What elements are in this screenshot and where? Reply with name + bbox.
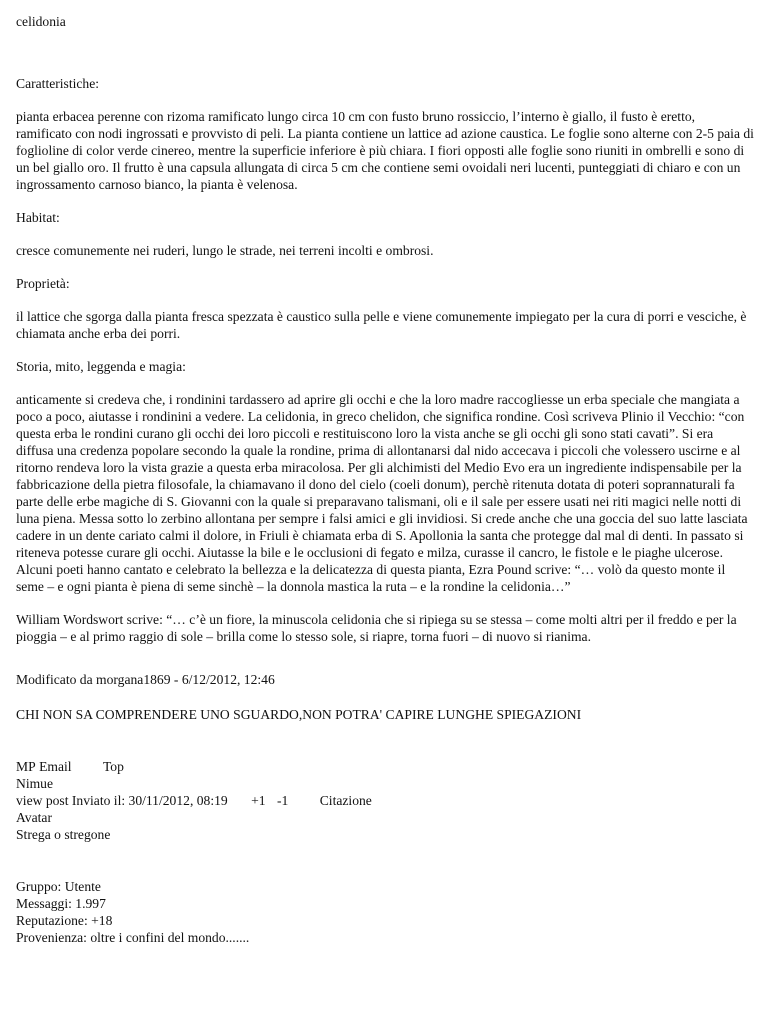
user-rank: Strega o stregone: [16, 827, 111, 842]
section-heading-proprieta: Proprietà:: [16, 276, 70, 291]
user-messages: Messaggi: 1.997: [16, 896, 106, 911]
section-body-proprieta: il lattice che sgorga dalla pianta fresca spezzata è caustico sulla pelle e viene comunemente impiegato per la cura di porri e vesciche, è chiamata anche erba dei porri.: [16, 309, 747, 341]
user-group: Gruppo: Utente: [16, 879, 101, 894]
signature: CHI NON SA COMPRENDERE UNO SGUARDO,NON POTRA' CAPIRE LUNGHE SPIEGAZIONI: [16, 707, 582, 722]
minus-one-button[interactable]: -1: [277, 793, 289, 808]
top-link[interactable]: Top: [102, 759, 124, 774]
page-title: celidonia: [16, 14, 66, 29]
modified-note: Modificato da morgana1869 - 6/12/2012, 12:46: [16, 672, 275, 687]
post-page: [16, 13, 754, 946]
post-actions: [16, 758, 754, 775]
mp-link[interactable]: MP: [16, 759, 36, 774]
section-body-storia: anticamente si credeva che, i rondinini tardassero ad aprire gli occhi e che la loro madre raccogliesse un erba speciale che mangiata a poco a poco, aiutasse i rondinini a vedere. La celidonia, in greco chelidon, che significa rondine. Così scriveva Plinio il Vecchio: “con questa erba le rondini curano gli occhi dei loro piccoli e restituiscono loro la vista anche se gli occhi gli sono stati cavati”. Si era diffusa una credenza popolare secondo la quale la rondine, prima di allontanarsi dal nido accecava i piccoli che volessero uscirne e al ritorno rendeva loro la vista grazie a questa erba miracolosa. Per gli alchimisti del Medio Evo era un ingrediente indispensabile per la fabbricazione della pietra filosofale, la chiamavano il dono del cielo (coeli donum), perchè ritenuta dotata di poteri soprannaturali fa parte delle erbe magiche di S. Giovanni con la quale si preparavano talismani, oli e il sale per essere usati nei riti magici nelle notti di luna piena. Messa sotto lo zerbino allontana per sempre i falsi amici e gli invidiosi. Si crede anche che una goccia del suo latte lasciata cadere in un dente cariato calmi il dolore, in Friuli è chiamata erba di S. Apollonia la santa che protegge dal mal di denti. In passato si riteneva potesse curare gli occhi. Aiutasse la bile e le occlusioni di fegato e milza, curasse il cancro, le fistole e le piaghe ulcerose. Alcuni poeti hanno cantato e celebrato la bellezza e la delicatezza di questa pianta, Ezra Pound scrive: “… volò da questo monte il seme – e ogni pianta è piena di seme sinchè – la donnola mastica la ruta – e la rondine la celidonia…”: [16, 392, 748, 594]
user-reputation: Reputazione: +18: [16, 913, 113, 928]
plus-one-button[interactable]: +1: [251, 793, 266, 808]
section-heading-storia: Storia, mito, leggenda e magia:: [16, 359, 186, 374]
email-link[interactable]: Email: [39, 759, 72, 774]
section-heading-habitat: Habitat:: [16, 210, 60, 225]
section-body-caratteristiche: pianta erbacea perenne con rizoma ramificato lungo circa 10 cm con fusto bruno rossiccio, l’interno è giallo, il fusto è eretto, ramificato con nodi ingrossati e provvisto di peli. La pianta contiene un lattice ad azione caustica. Le foglie sono alterne con 2-5 paia di foglioline di color verde cinereo, mentre la superficie inferiore è più chiara. I fiori opposti alle foglie sono riuniti in ombrelli e sono di un bel giallo oro. Il frutto è una capsula allungata di circa 5 cm che contiene semi ovoidali neri lucenti, punteggiati di chiaro e con un ingrossamento carnoso bianco, la pianta è velenosa.: [16, 109, 754, 192]
post-meta: [16, 792, 754, 809]
avatar: Avatar: [16, 810, 52, 825]
view-post-link[interactable]: view post: [16, 793, 69, 808]
post-author[interactable]: Nimue: [16, 776, 53, 791]
wordsworth-quote: William Wordswort scrive: “… c’è un fiore, la minuscola celidonia che si ripiega su se stessa – come molti altri per il freddo e per la pioggia – e al primo raggio di sole – brilla come lo stesso sole, si riapre, torna fuori – di nuovo si rianima.: [16, 612, 737, 644]
post-date: Inviato il: 30/11/2012, 08:19: [71, 793, 228, 808]
quote-button[interactable]: Citazione: [319, 793, 372, 808]
section-heading-caratteristiche: Caratteristiche:: [16, 76, 100, 91]
section-body-habitat: cresce comunemente nei ruderi, lungo le strade, nei terreni incolti e ombrosi.: [16, 243, 434, 258]
user-origin: Provenienza: oltre i confini del mondo.......: [16, 930, 250, 945]
